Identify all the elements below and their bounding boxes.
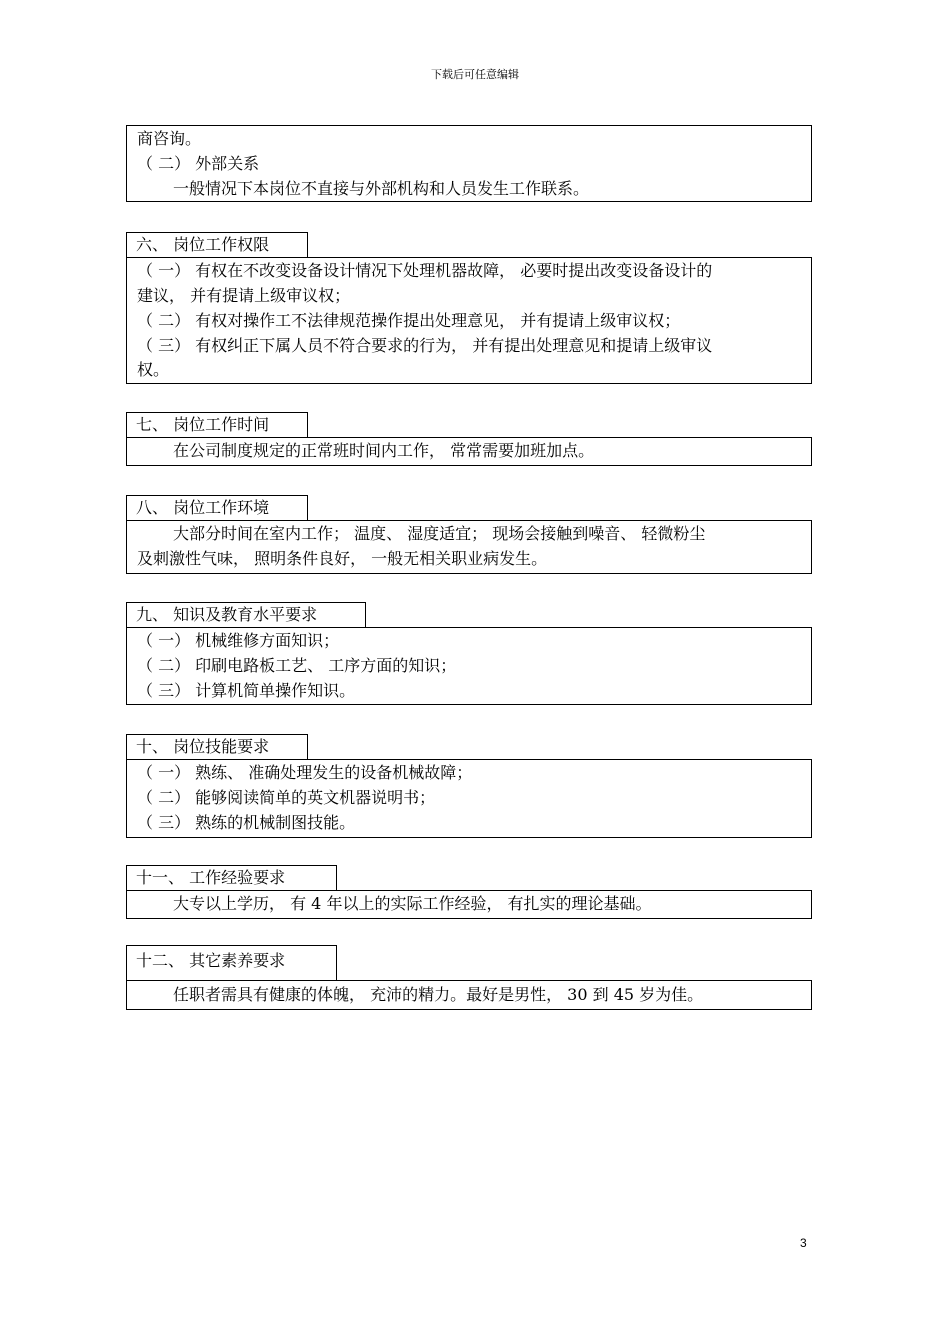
section-10-title: 十、 岗位技能要求	[126, 734, 308, 760]
text-line: （ 三） 有权纠正下属人员不符合要求的行为， 并有提出处理意见和提请上级审议	[137, 336, 713, 355]
text-line: 及刺激性气味， 照明条件良好， 一般无相关职业病发生。	[137, 549, 548, 568]
text-line: 大专以上学历， 有 4 年以上的实际工作经验， 有扎实的理论基础。	[173, 894, 652, 913]
section-8-title: 八、 岗位工作环境	[126, 495, 308, 521]
section-9-title: 九、 知识及教育水平要求	[126, 602, 366, 628]
section-6-box	[126, 257, 812, 384]
text-line: （ 三） 计算机简单操作知识。	[137, 681, 356, 700]
section-7-box	[126, 437, 812, 466]
text-line: 一般情况下本岗位不直接与外部机构和人员发生工作联系。	[173, 179, 590, 198]
section-12-box	[126, 980, 812, 1010]
section-11-title: 十一、 工作经验要求	[126, 865, 337, 891]
section-7-title: 七、 岗位工作时间	[126, 412, 308, 438]
text-line: （ 一） 有权在不改变设备设计情况下处理机器故障， 必要时提出改变设备设计的	[137, 261, 713, 280]
text-line: （ 三） 熟练的机械制图技能。	[137, 813, 356, 832]
text-line: （ 二） 能够阅读简单的英文机器说明书；	[137, 788, 436, 807]
section-5-tail-box	[126, 125, 812, 202]
section-10-box	[126, 759, 812, 838]
section-9-box	[126, 627, 812, 705]
section-12-title: 十二、 其它素养要求	[126, 945, 337, 981]
text-line: 在公司制度规定的正常班时间内工作， 常常需要加班加点。	[173, 441, 595, 460]
section-11-box	[126, 890, 812, 919]
text-line: 大部分时间在室内工作； 温度、 湿度适宜； 现场会接触到噪音、 轻微粉尘	[173, 524, 706, 543]
text-line: （ 二） 外部关系	[137, 154, 260, 173]
text-line: （ 二） 有权对操作工不法律规范操作提出处理意见， 并有提请上级审议权；	[137, 311, 681, 330]
text-line: 任职者需具有健康的体魄， 充沛的精力。最好是男性， 30 到 45 岁为佳。	[173, 985, 704, 1004]
text-line: （ 二） 印刷电路板工艺、 工序方面的知识；	[137, 656, 457, 675]
text-line: 权。	[137, 360, 170, 379]
text-line: （ 一） 机械维修方面知识；	[137, 631, 340, 650]
section-8-box	[126, 520, 812, 574]
page-header: 下载后可任意编辑	[431, 68, 519, 81]
page-number: 3	[800, 1236, 807, 1250]
section-6-title: 六、 岗位工作权限	[126, 232, 308, 258]
text-line: 商咨询。	[137, 129, 202, 148]
text-line: 建议， 并有提请上级审议权；	[137, 286, 351, 305]
text-line: （ 一） 熟练、 准确处理发生的设备机械故障；	[137, 763, 473, 782]
